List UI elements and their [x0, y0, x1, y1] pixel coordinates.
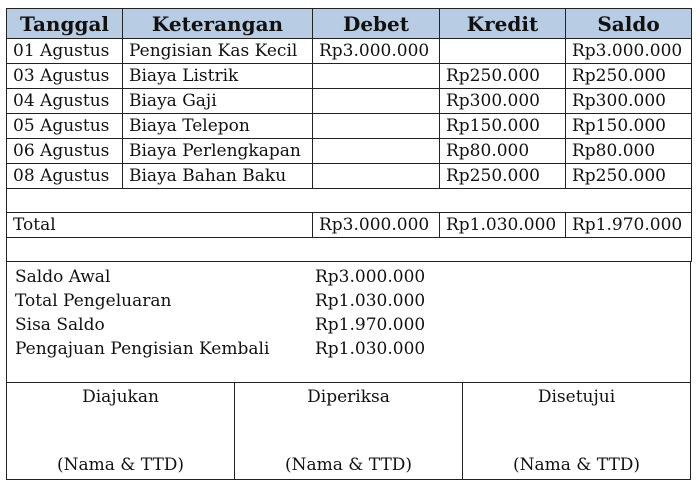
summary-label: Saldo Awal: [15, 267, 111, 287]
cell-debet: [313, 89, 440, 114]
cell-debet: [313, 64, 440, 89]
cell-tanggal: 03 Agustus: [7, 64, 123, 89]
petty-cash-report: [6, 8, 691, 480]
cell-saldo: Rp250.000: [566, 164, 692, 189]
table-row: [7, 39, 692, 64]
cell-debet: [313, 139, 440, 164]
cell-saldo: Rp80.000: [566, 139, 692, 164]
summary-value: Rp1.970.000: [315, 315, 426, 335]
signature-section: [6, 383, 691, 480]
summary-section: [6, 262, 691, 383]
cell-kredit: Rp250.000: [440, 64, 566, 89]
summary-label: Sisa Saldo: [15, 315, 105, 335]
table-row: [7, 89, 692, 114]
header-debet: Debet: [313, 9, 440, 39]
total-debet: Rp3.000.000: [313, 213, 440, 238]
blank-row: [7, 189, 692, 213]
blank-row: [7, 238, 692, 262]
signature-box-disetujui: [462, 383, 690, 479]
signature-name: (Nama & TTD): [56, 455, 185, 475]
total-label: Total: [7, 213, 313, 238]
blank-cell: [7, 189, 692, 213]
cell-debet: [313, 114, 440, 139]
cell-debet: Rp3.000.000: [313, 39, 440, 64]
blank-cell: [7, 238, 692, 262]
cell-saldo: Rp3.000.000: [566, 39, 692, 64]
cell-tanggal: 01 Agustus: [7, 39, 123, 64]
header-keterangan: Keterangan: [123, 9, 313, 39]
cell-saldo: Rp250.000: [566, 64, 692, 89]
summary-row: [15, 265, 682, 289]
header-kredit: Kredit: [440, 9, 566, 39]
signature-name: (Nama & TTD): [284, 455, 413, 475]
table-row: [7, 64, 692, 89]
table-row: [7, 139, 692, 164]
cell-keterangan: Biaya Gaji: [123, 89, 313, 114]
summary-value: Rp3.000.000: [315, 267, 426, 287]
cell-keterangan: Biaya Bahan Baku: [123, 164, 313, 189]
cell-kredit: Rp300.000: [440, 89, 566, 114]
summary-row: [15, 313, 682, 337]
signature-name: (Nama & TTD): [512, 455, 641, 475]
cell-tanggal: 08 Agustus: [7, 164, 123, 189]
cell-saldo: Rp150.000: [566, 114, 692, 139]
cell-kredit: Rp150.000: [440, 114, 566, 139]
cell-keterangan: Pengisian Kas Kecil: [123, 39, 313, 64]
header-saldo: Saldo: [566, 9, 692, 39]
summary-label: Pengajuan Pengisian Kembali: [15, 339, 270, 359]
signature-role: Diperiksa: [307, 387, 390, 407]
summary-value: Rp1.030.000: [315, 339, 426, 359]
cell-tanggal: 04 Agustus: [7, 89, 123, 114]
cell-keterangan: Biaya Listrik: [123, 64, 313, 89]
summary-label: Total Pengeluaran: [15, 291, 172, 311]
cell-keterangan: Biaya Telepon: [123, 114, 313, 139]
total-kredit: Rp1.030.000: [440, 213, 566, 238]
total-saldo: Rp1.970.000: [566, 213, 692, 238]
signature-box-diperiksa: [234, 383, 462, 479]
summary-row: [15, 289, 682, 313]
cell-kredit: Rp80.000: [440, 139, 566, 164]
table-row: [7, 164, 692, 189]
signature-box-diajukan: [7, 383, 234, 479]
cell-debet: [313, 164, 440, 189]
header-row: [7, 9, 692, 39]
cell-saldo: Rp300.000: [566, 89, 692, 114]
summary-row: [15, 337, 682, 361]
signature-role: Diajukan: [82, 387, 159, 407]
cell-tanggal: 05 Agustus: [7, 114, 123, 139]
ledger-table: [6, 8, 692, 262]
cell-kredit: Rp250.000: [440, 164, 566, 189]
cell-tanggal: 06 Agustus: [7, 139, 123, 164]
header-tanggal: Tanggal: [7, 9, 123, 39]
summary-value: Rp1.030.000: [315, 291, 426, 311]
signature-role: Disetujui: [537, 387, 616, 407]
total-row: [7, 213, 692, 238]
table-row: [7, 114, 692, 139]
cell-kredit: [440, 39, 566, 64]
cell-keterangan: Biaya Perlengkapan: [123, 139, 313, 164]
